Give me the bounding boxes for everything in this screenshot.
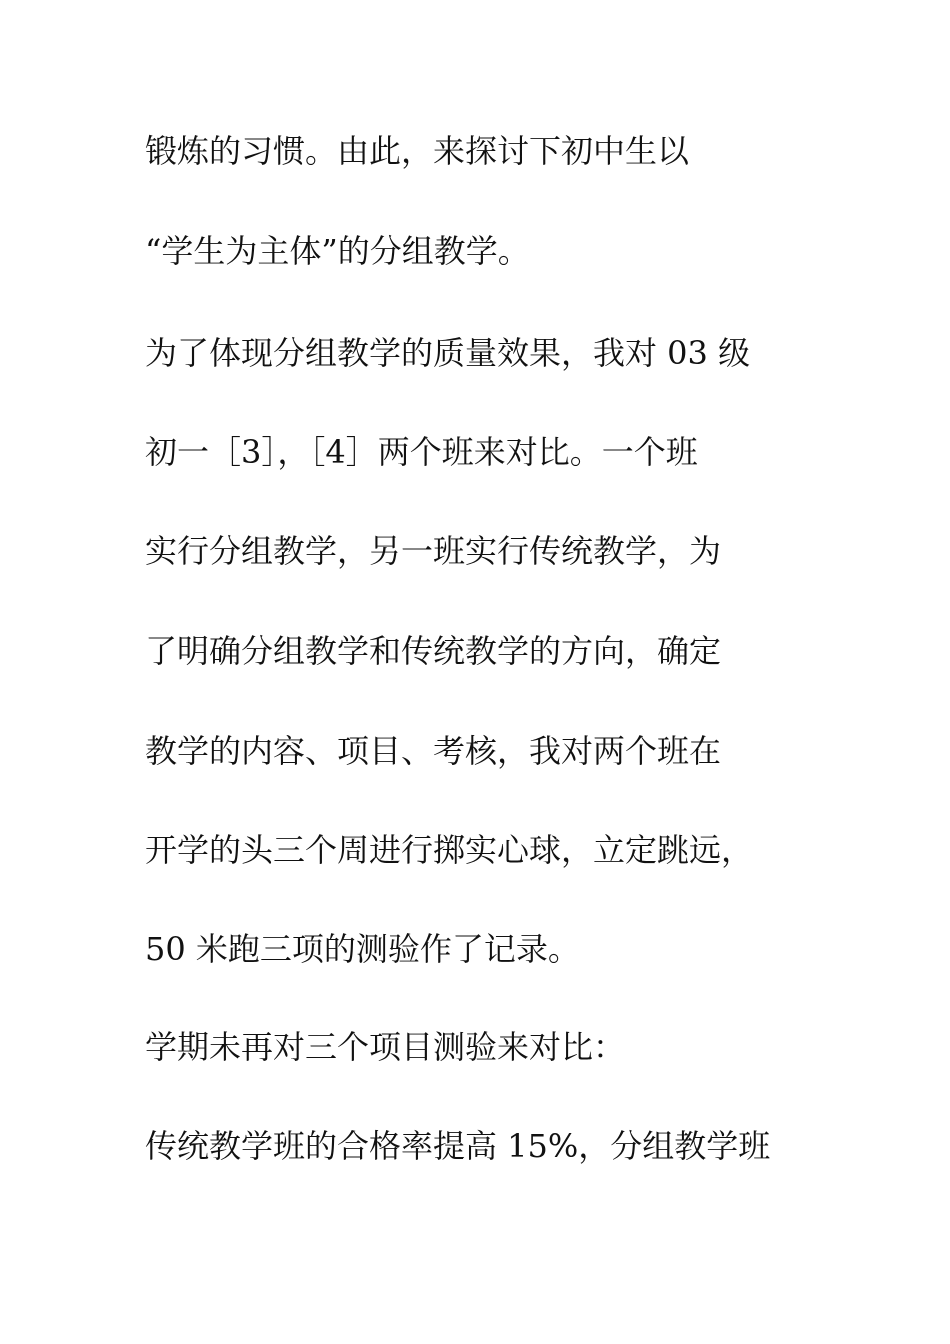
- paragraph-line: 初一［3］，［4］两个班来对比。一个班: [145, 433, 698, 471]
- paragraph-line: 锻炼的习惯。由此，来探讨下初中生以: [145, 132, 690, 170]
- paragraph-line: “学生为主体”的分组教学。: [145, 232, 530, 270]
- paragraph-line: 实行分组教学，另一班实行传统教学，为: [145, 532, 722, 570]
- paragraph-line: 开学的头三个周进行掷实心球，立定跳远，: [145, 831, 754, 869]
- paragraph-line: 传统教学班的合格率提高 15%，分组教学班: [145, 1127, 771, 1165]
- paragraph-line: 学期未再对三个项目测验来对比：: [145, 1028, 626, 1066]
- paragraph-line: 了明确分组教学和传统教学的方向，确定: [145, 632, 722, 670]
- paragraph-line: 50 米跑三项的测验作了记录。: [145, 930, 580, 968]
- paragraph-line: 教学的内容、项目、考核，我对两个班在: [145, 732, 722, 770]
- paragraph-line: 为了体现分组教学的质量效果，我对 03 级: [145, 334, 751, 372]
